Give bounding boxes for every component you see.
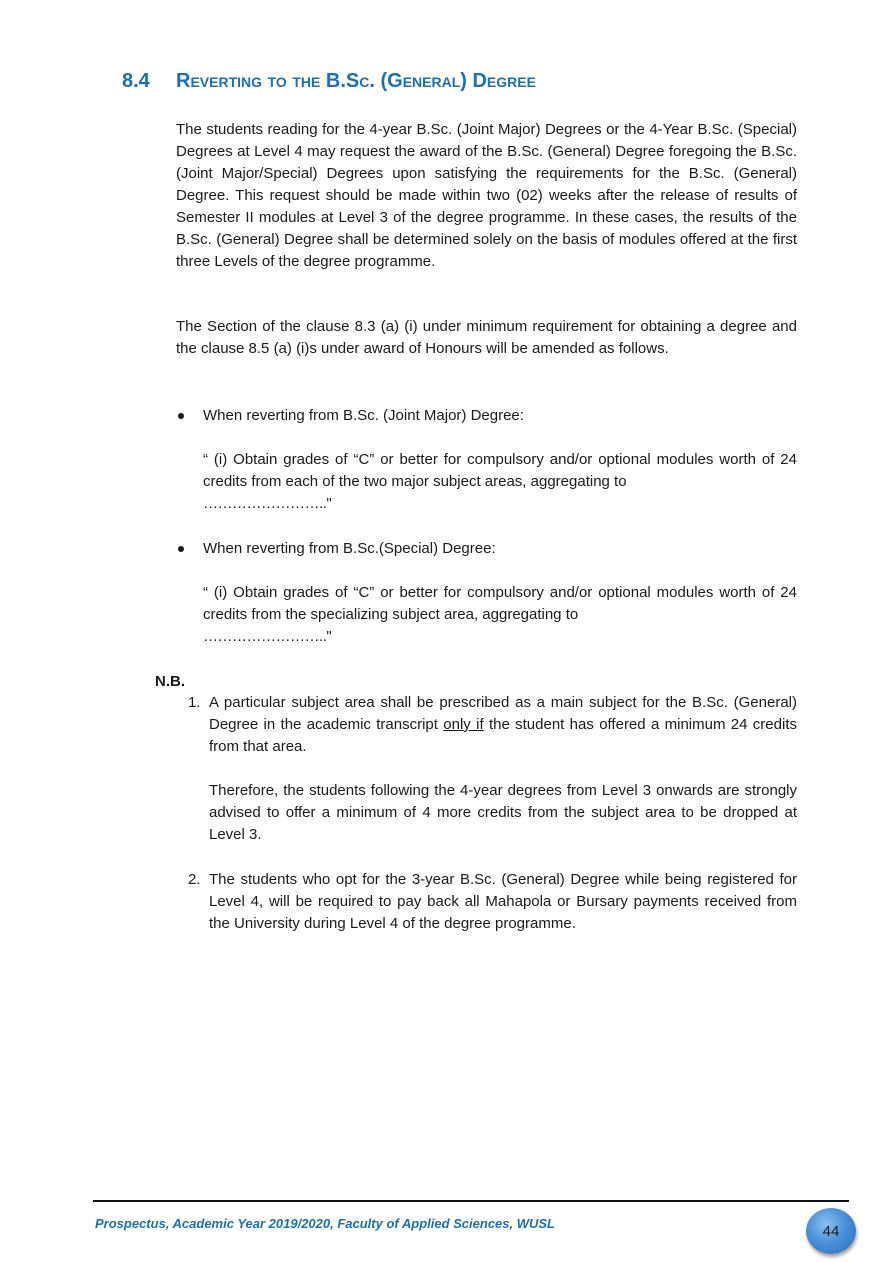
quote-text: “ (i) Obtain grades of “C” or better for compulsory and/or optional modules worth of 24 credits from each of the two major subject areas, aggregating to [203,451,797,490]
section-number: 8.4 [122,70,150,92]
nb-item-number: 2. [188,871,201,888]
intro-paragraph: The students reading for the 4-year B.Sc. (Joint Major) Degrees or the 4-Year B.Sc. (Special) Degrees at Level 4 may request the award of the B.Sc. (General) Degree foregoing the B.Sc. (Joint Major/Special) Degrees upon satisfying the requirements for the B.Sc. (General) Degree. This request should be made within two (02) weeks after the release of results of Semester II modules at Level 3 of the degree programme. In these cases, the results of the B.Sc. (General) Degree shall be determined solely on the basis of modules offered at the first three Levels of the degree programme. [176,121,797,270]
title-part: B.S [325,70,360,92]
page-number-badge [806,1208,856,1254]
title-part: c. ( [359,70,388,92]
footer-caption: Prospectus, Academic Year 2019/2020, Faculty of Applied Sciences, WUSL [95,1216,556,1231]
title-part: everting to the [190,70,326,92]
nb-item-number: 1. [188,694,201,711]
text-run: the student has offered a minimum 24 credits from that area. [209,716,797,755]
title-part: eneral) [402,70,473,92]
nb-item-text [209,692,797,758]
quote-ellipsis: …………………….." [203,495,332,512]
title-part: R [176,70,191,92]
quote-special [203,582,797,648]
nb-item-followup: Therefore, the students following the 4-year degrees from Level 3 onwards are strongly advised to offer a minimum of 4 more credits from the subject area to be dropped at Level 3. [209,782,797,843]
quote-text: “ (i) Obtain grades of “C” or better for compulsory and/or optional modules worth of 24 credits from the specializing subject area, aggregating to [203,584,797,623]
page-number: 44 [822,1222,840,1240]
footer-divider [93,1200,849,1202]
text-run: A particular subject area shall be prescribed as a main subject for the B.Sc. (General) Degree in the academic transcript [209,694,797,733]
title-part: D [472,70,487,92]
bullet-label: When reverting from B.Sc.(Special) Degree: [203,540,496,557]
nb-label: N.B. [155,673,185,690]
quote-ellipsis: …………………….." [203,628,332,645]
title-part: egree [486,70,536,92]
section-heading [122,70,536,93]
section-title [176,70,536,92]
amendment-paragraph: The Section of the clause 8.3 (a) (i) under minimum requirement for obtaining a degree and the clause 8.5 (a) (i)s under award of Honours will be amended as follows. [176,318,797,357]
nb-item-text: The students who opt for the 3-year B.Sc. (General) Degree while being registered for Level 4, will be required to pay back all Mahapola or Bursary payments received from the University during Level 4 of the degree programme. [209,871,797,932]
bullet-label: When reverting from B.Sc. (Joint Major) Degree: [203,407,524,424]
title-part: G [387,70,403,92]
underlined-emphasis: only if [443,716,484,733]
quote-joint-major [203,449,797,515]
